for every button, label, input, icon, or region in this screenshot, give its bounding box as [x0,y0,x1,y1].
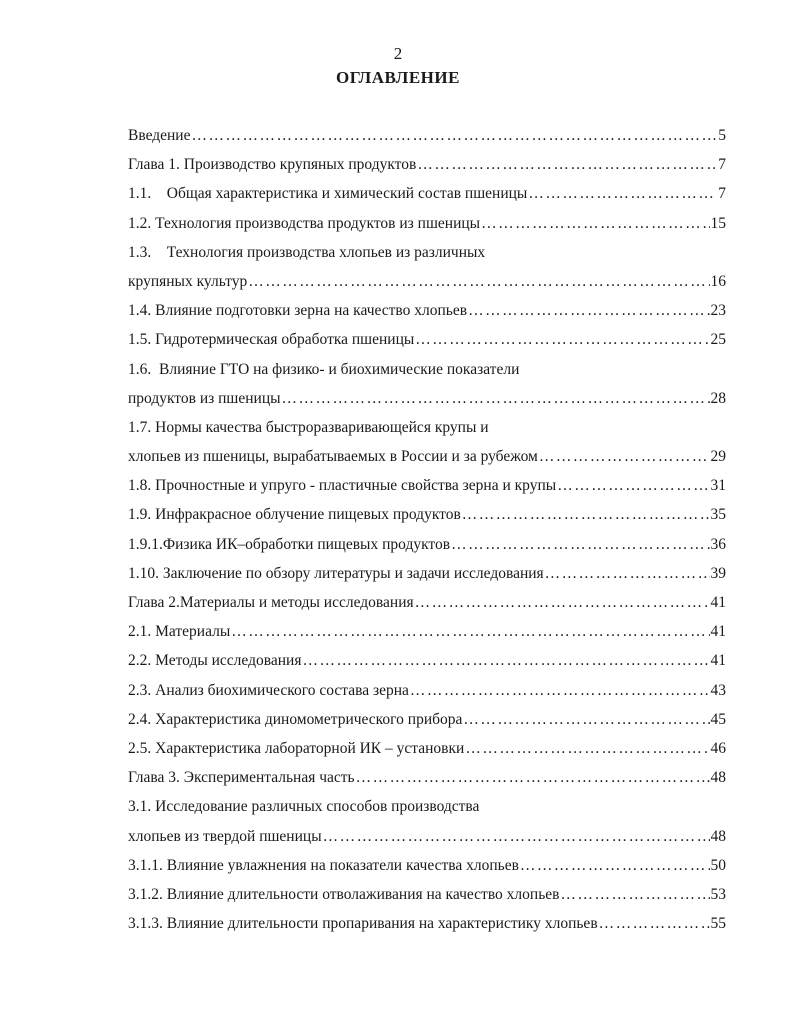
toc-entry-title: 2.1. Материалы [128,623,231,641]
toc-entry-title: крупяных культур [128,272,248,290]
toc-dot-leader [560,880,709,909]
toc-entry-title: 2.4. Характеристика диномометрического прибора [128,710,463,728]
toc-entry-title: 1.3. Технология производства хлопьев из различных [128,243,486,261]
toc-dot-leader [323,822,710,851]
toc-dot-leader [356,763,710,792]
toc-dot-leader [415,325,709,354]
toc-entry [128,822,726,851]
toc-entry-page: 43 [710,681,726,699]
toc-entry-title: 1.6. Влияние ГТО на физико- и биохимические показатели [128,360,520,378]
toc-entry [128,471,726,500]
toc-entry-title: 2.5. Характеристика лабораторной ИК – установки [128,739,465,757]
toc-dot-leader [557,471,709,500]
toc-entry-title: Глава 2.Материалы и методы исследования [128,594,414,611]
toc-entry [128,880,726,909]
toc-dot-leader [415,588,710,617]
toc-entry [128,734,726,763]
page-title: ОГЛАВЛЕНИЕ [336,68,460,87]
toc-entry-title: 1.8. Прочностные и упруго - пластичные свойства зерна и крупы [128,477,557,495]
toc-entry-title: продуктов из пшеницы [128,389,281,407]
toc-entry-page: 55 [710,915,726,933]
toc-entry-title: 3.1. Исследование различных способов производства [128,798,480,816]
toc-entry-page: 29 [710,448,726,466]
toc-entry [128,442,726,471]
toc-entry [128,763,726,792]
toc-dot-leader [302,646,709,675]
toc-entry-title: 1.9.1.Физика ИК–обработки пищевых продуктов [128,535,451,553]
toc-entry [128,384,726,413]
toc-dot-leader [410,676,710,705]
toc-entry-page: 46 [710,739,726,757]
toc-entry [128,617,726,646]
toc-entry [128,413,726,442]
toc-dot-leader [545,559,710,588]
toc-entry-title: 1.4. Влияние подготовки зерна на качество хлопьев [128,302,468,320]
toc-entry [128,325,726,354]
toc-entry-page: 7 [718,156,726,174]
toc-entry-title: 2.2. Методы исследования [128,652,302,670]
toc-entry [128,646,726,675]
toc-entry-title: 3.1.3. Влияние длительности пропаривания на характеристику хлопьев [128,915,598,933]
toc-entry [128,238,726,267]
toc-entry-title: 3.1.2. Влияние длительности отволаживания на качество хлопьев [128,885,560,903]
toc-entry-page: 41 [710,594,726,611]
toc-dot-leader [282,384,710,413]
toc-entry [128,851,726,880]
toc-entry-title: Глава 3. Экспериментальная часть [128,769,355,787]
toc-entry-title: 1.2. Технология производства продуктов из пшеницы [128,214,481,232]
toc-dot-leader [463,705,709,734]
toc-entry-title: 1.1. Общая характеристика и химический состав пшеницы [128,185,528,203]
toc-entry [128,588,726,617]
toc-entry [128,530,726,559]
toc-dot-leader [520,851,710,880]
toc-entry-title: хлопьев из пшеницы, вырабатываемых в России и за рубежом [128,448,538,466]
toc-entry-title: 3.1.1. Влияние увлажнения на показатели качества хлопьев [128,856,519,874]
toc-entry-title: 1.9. Инфракрасное облучение пищевых продуктов [128,506,461,524]
toc-entry [128,792,726,821]
toc-entry [128,179,726,208]
toc-entry-page: 50 [710,856,726,874]
toc-entry-page: 15 [710,214,726,232]
toc-entry-page: 23 [710,302,726,320]
toc-entry [128,150,726,179]
toc-entry-page: 48 [710,827,726,845]
toc-entry [128,500,726,529]
toc-dot-leader [451,530,709,559]
toc-entry-page: 16 [710,272,726,290]
toc-entry-title: Глава 1. Производство крупяных продуктов [128,156,417,174]
toc-entry-page: 53 [710,885,726,903]
table-of-contents [128,121,726,938]
toc-entry-page: 7 [718,185,726,203]
toc-dot-leader [468,296,709,325]
toc-entry-page: 41 [710,652,726,670]
toc-entry [128,209,726,238]
toc-entry-title: 1.5. Гидротермическая обработка пшеницы [128,331,415,349]
toc-dot-leader [462,500,710,529]
toc-entry-page: 28 [710,389,726,407]
toc-dot-leader [465,734,709,763]
toc-entry-title: хлопьев из твердой пшеницы [128,827,322,845]
toc-entry-page: 5 [718,127,726,144]
toc-dot-leader [248,267,709,296]
toc-entry-title: 1.7. Нормы качества быстроразваривающейся крупы и [128,418,489,436]
toc-entry-page: 31 [710,477,726,495]
toc-entry-page: 41 [710,623,726,641]
toc-entry [128,676,726,705]
toc-entry [128,355,726,384]
toc-dot-leader [539,442,710,471]
toc-dot-leader [599,909,710,938]
toc-entry-page: 36 [710,535,726,553]
toc-entry-title: 1.10. Заключение по обзору литературы и задачи исследования [128,564,544,582]
toc-entry-page: 25 [710,331,726,349]
toc-entry-page: 39 [710,564,726,582]
toc-entry-title: 2.3. Анализ биохимического состава зерна [128,681,409,699]
toc-entry [128,705,726,734]
toc-entry-title: Введение [128,127,191,144]
page-number: 2 [393,44,403,63]
toc-entry-page: 45 [710,710,726,728]
toc-dot-leader [528,179,717,208]
toc-entry [128,296,726,325]
toc-entry-page: 48 [710,769,726,787]
toc-entry [128,267,726,296]
toc-dot-leader [481,209,709,238]
toc-dot-leader [231,617,709,646]
toc-dot-leader [417,150,717,179]
toc-entry [128,121,726,150]
toc-entry-page: 35 [710,506,726,524]
toc-dot-leader [191,121,717,150]
toc-entry [128,559,726,588]
toc-entry [128,909,726,938]
